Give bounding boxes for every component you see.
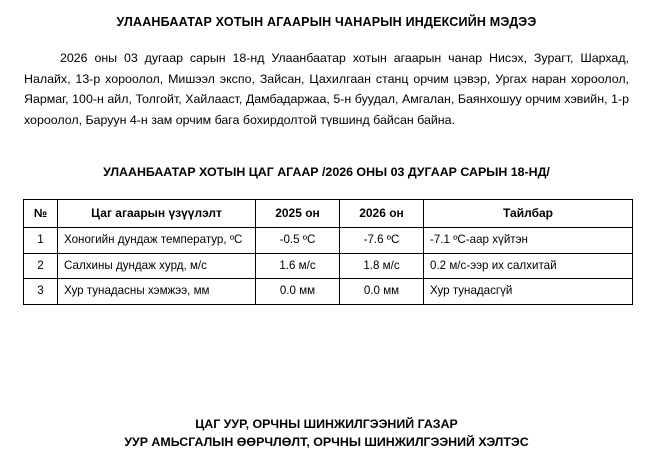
document-footer: [0, 416, 653, 452]
weather-table: [23, 199, 633, 304]
table-header-row: [24, 200, 633, 228]
table-row: [24, 279, 633, 304]
cell-parameter: Хур тунадасны хэмжээ, мм: [58, 279, 256, 304]
cell-year-2026: 0.0 мм: [340, 279, 424, 304]
column-header-year-2026: 2026 он: [340, 200, 424, 228]
document-page: [0, 14, 653, 460]
cell-note: 0.2 м/с-ээр их салхитай: [424, 253, 633, 278]
table-heading: УЛААНБААТАР ХОТЫН ЦАГ АГААР /2026 ОНЫ 03 ДУГААР САРЫН 18-НД/: [103, 165, 550, 180]
cell-year-2025: 1.6 м/с: [256, 253, 340, 278]
cell-note: -7.1 ºC-аар хүйтэн: [424, 228, 633, 253]
cell-year-2025: 0.0 мм: [256, 279, 340, 304]
column-header-note: Тайлбар: [424, 200, 633, 228]
cell-number: 2: [24, 253, 58, 278]
footer-organization: ЦАГ УУР, ОРЧНЫ ШИНЖИЛГЭЭНИЙ ГАЗАР: [195, 417, 458, 432]
cell-number: 3: [24, 279, 58, 304]
cell-year-2025: -0.5 ºC: [256, 228, 340, 253]
intro-paragraph: 2026 оны 03 дугаар сарын 18-нд Улаанбаатар хотын агаарын чанар Нисэх, Зурагт, Шархад, Налайх, 13-р хороолол, Мишээл экспо, Зайсан, Цахилгаан станц орчим цэвэр, Ургах наран хороолол, Яармаг, 100-н айл, Толгойт, Хайлааст, Дамбадаржаа, 5-н буудал, Амгалан, Баянхошуу орчим хэвийн, 1-р хороолол, Баруун 4-н зам орчим бага бохирдолтой түвшинд байсан байна.: [24, 51, 629, 127]
cell-parameter: Хоногийн дундаж температур, ºC: [58, 228, 256, 253]
column-header-year-2025: 2025 он: [256, 200, 340, 228]
table-row: [24, 228, 633, 253]
table-row: [24, 253, 633, 278]
cell-note: Хур тунадасгүй: [424, 279, 633, 304]
page-title: УЛААНБААТАР ХОТЫН АГААРЫН ЧАНАРЫН ИНДЕКСИЙН МЭДЭЭ: [116, 15, 537, 29]
column-header-number: №: [24, 200, 58, 228]
cell-year-2026: 1.8 м/с: [340, 253, 424, 278]
footer-department: УУР АМЬСГАЛЫН ӨӨРЧЛӨЛТ, ОРЧНЫ ШИНЖИЛГЭЭНИЙ ХЭЛТЭС: [124, 435, 529, 450]
cell-number: 1: [24, 228, 58, 253]
cell-parameter: Салхины дундаж хурд, м/с: [58, 253, 256, 278]
cell-year-2026: -7.6 ºC: [340, 228, 424, 253]
column-header-parameter: Цаг агаарын үзүүлэлт: [58, 200, 256, 228]
